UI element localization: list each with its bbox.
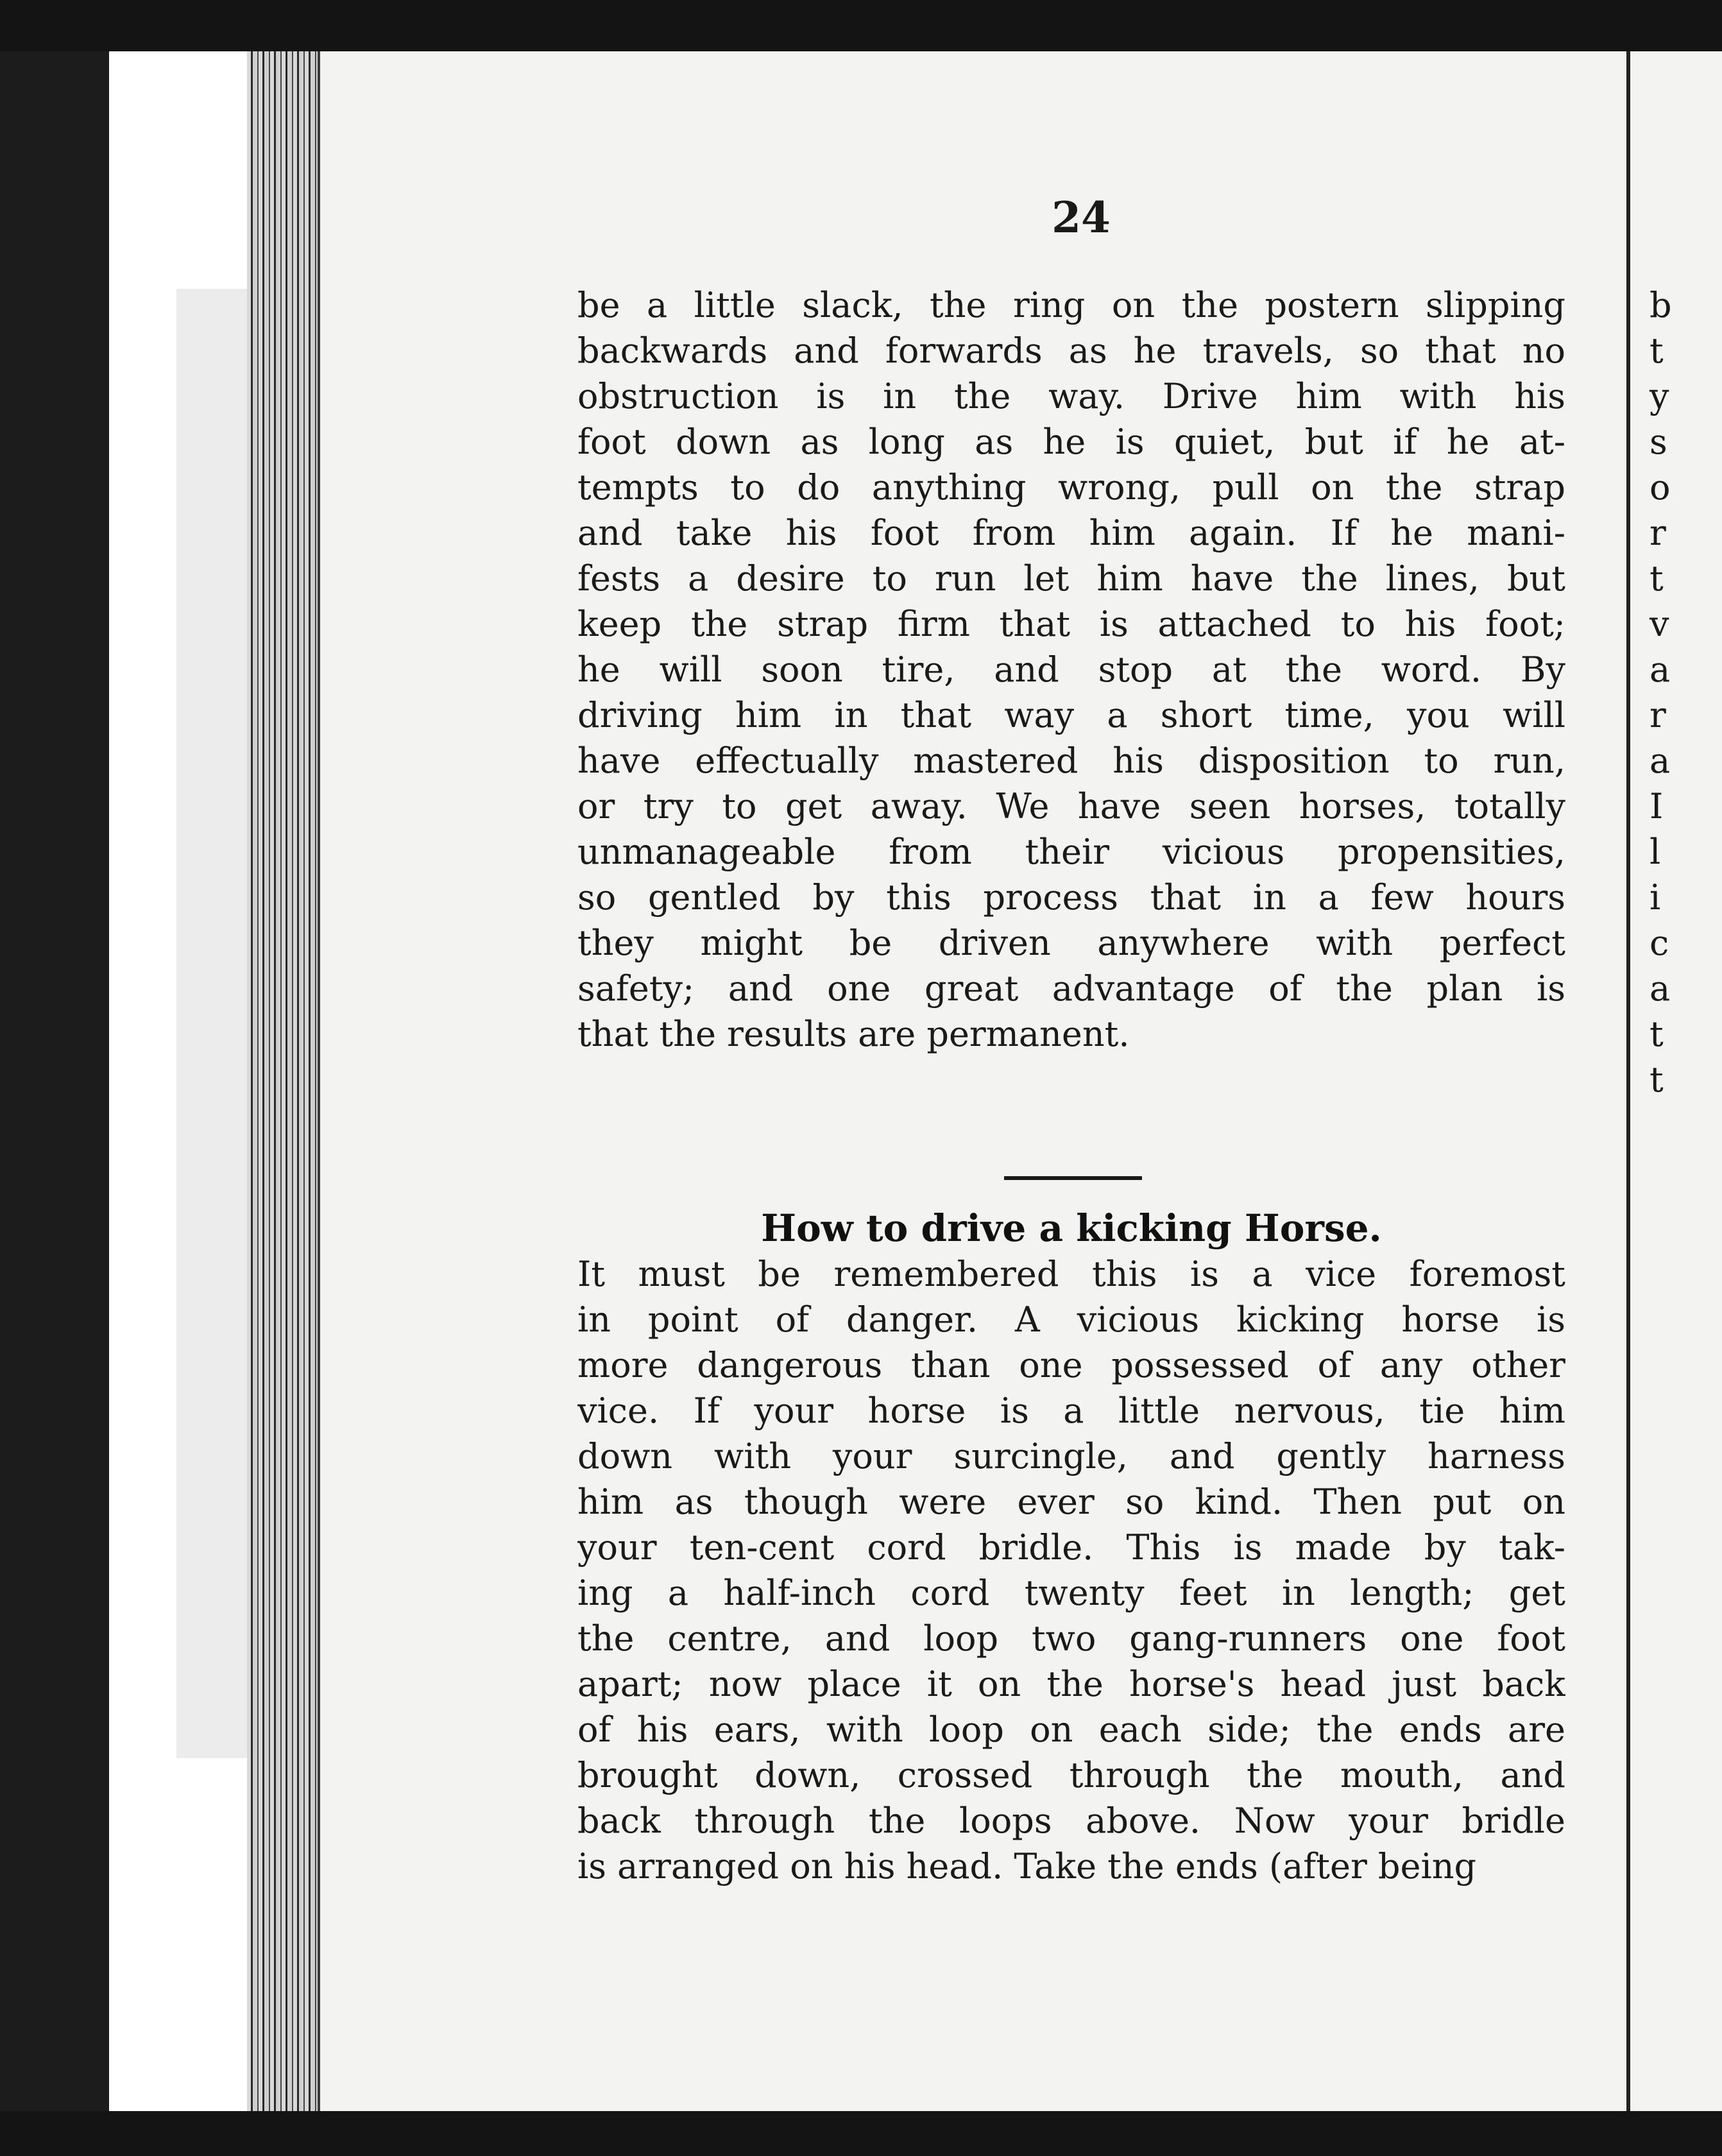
text-line: so gentled by this process that in a few hours	[577, 877, 1565, 918]
text-line: him as though were ever so kind. Then put on	[577, 1482, 1565, 1522]
text-line: that the results are permanent.	[577, 1014, 1130, 1054]
text-line: safety; and one great advantage of the plan is	[577, 968, 1565, 1009]
text-line: more dangerous than one possessed of any other	[577, 1345, 1565, 1385]
text-line: in point of danger. A vicious kicking horse is	[577, 1299, 1565, 1340]
text-line: driving him in that way a short time, you will	[577, 695, 1565, 735]
scan-top-border	[0, 0, 1722, 51]
facing-page-fragment: r	[1650, 695, 1666, 735]
facing-page-fragment: t	[1650, 330, 1664, 371]
text-line: back through the loops above. Now your bridle	[577, 1801, 1565, 1841]
text-line: tempts to do anything wrong, pull on the strap	[577, 467, 1565, 508]
text-line: down with your surcingle, and gently harness	[577, 1436, 1565, 1476]
facing-page-edge	[1626, 51, 1722, 2111]
text-line: It must be remembered this is a vice foremost	[577, 1254, 1565, 1294]
facing-page-fragment: v	[1650, 604, 1669, 644]
facing-page-fragment: s	[1650, 422, 1667, 462]
facing-page-fragment: y	[1650, 376, 1669, 416]
text-line: brought down, crossed through the mouth, and	[577, 1755, 1565, 1795]
facing-page-fragment: t	[1650, 558, 1664, 599]
section-heading: How to drive a kicking Horse.	[761, 1206, 1382, 1250]
facing-page-fragment: o	[1650, 467, 1671, 508]
text-line: the centre, and loop two gang-runners one foot	[577, 1618, 1565, 1659]
left-gray-strip	[176, 289, 250, 1758]
facing-page-fragment: I	[1650, 786, 1664, 826]
facing-page-fragment: a	[1650, 649, 1671, 690]
text-line: of his ears, with loop on each side; the ends are	[577, 1709, 1565, 1750]
facing-page-fragment: c	[1650, 923, 1669, 963]
facing-page-fragment: r	[1650, 513, 1666, 553]
text-line: or try to get away. We have seen horses, totally	[577, 786, 1565, 826]
text-line: have effectually mastered his disposition to run,	[577, 740, 1565, 781]
text-line: backwards and forwards as he travels, so that no	[577, 330, 1565, 371]
text-line: your ten-cent cord bridle. This is made by tak-	[577, 1527, 1565, 1568]
text-line: keep the strap firm that is attached to his foot;	[577, 604, 1565, 644]
text-line: he will soon tire, and stop at the word. By	[577, 649, 1565, 690]
facing-page-fragment: t	[1650, 1014, 1664, 1054]
text-line: they might be driven anywhere with perfect	[577, 923, 1565, 963]
facing-page-fragment: b	[1650, 285, 1672, 325]
text-line: and take his foot from him again. If he mani-	[577, 513, 1565, 553]
page-number: 24	[1052, 193, 1111, 243]
paragraph-1	[577, 282, 1565, 1057]
facing-page-fragment: t	[1650, 1059, 1664, 1100]
facing-page-fragment: a	[1650, 968, 1671, 1009]
section-divider	[1004, 1176, 1142, 1180]
text-line: is arranged on his head. Take the ends (after being	[577, 1846, 1477, 1887]
text-line: obstruction is in the way. Drive him with his	[577, 376, 1565, 416]
text-line: unmanageable from their vicious propensities,	[577, 832, 1565, 872]
text-line: ing a half-inch cord twenty feet in length; get	[577, 1573, 1565, 1613]
scan-bottom-border	[0, 2111, 1722, 2156]
paragraph-2	[577, 1251, 1565, 1889]
book-page-edges	[247, 51, 318, 2111]
text-line: vice. If your horse is a little nervous, tie him	[577, 1390, 1565, 1431]
text-line: apart; now place it on the horse's head just back	[577, 1664, 1565, 1704]
text-line: foot down as long as he is quiet, but if he at-	[577, 422, 1565, 462]
text-line: fests a desire to run let him have the lines, but	[577, 558, 1565, 599]
facing-page-fragment: l	[1650, 832, 1661, 872]
facing-page-fragment: i	[1650, 877, 1661, 918]
facing-page-fragment: a	[1650, 740, 1671, 781]
text-line: be a little slack, the ring on the postern slipping	[577, 285, 1565, 325]
